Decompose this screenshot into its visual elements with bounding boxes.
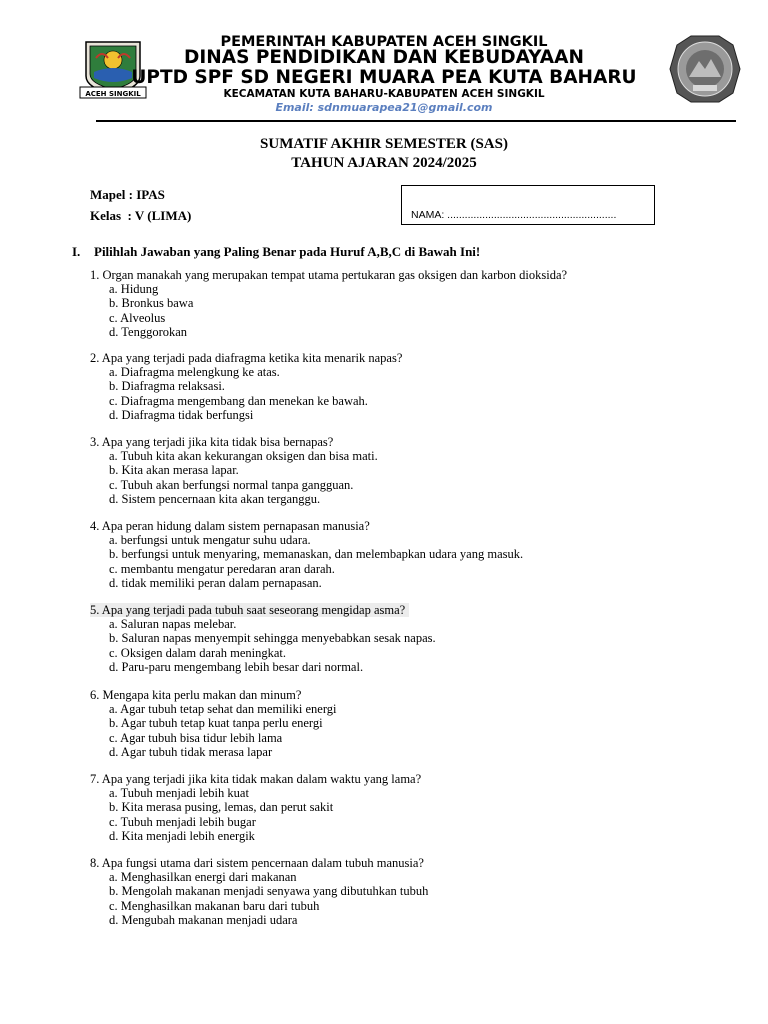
option-d: d. Paru-paru mengembang lebih besar dari normal.: [109, 659, 364, 674]
class-label: Kelas : V (LIMA): [90, 208, 192, 223]
option-b: b. Saluran napas menyempit sehingga menyebabkan sesak napas.: [109, 631, 436, 646]
option-d: d. Sistem pencernaan kita akan terganggu.: [109, 491, 321, 506]
letterhead-department: DINAS PENDIDIKAN DAN KEBUDAYAAN: [184, 47, 584, 68]
question-stem: 4. Apa peran hidung dalam sistem pernapasan manusia?: [90, 519, 370, 533]
question-stem: 7. Apa yang terjadi jika kita tidak makan dalam waktu yang lama?: [90, 772, 422, 786]
name-field-box[interactable]: [401, 185, 655, 225]
option-d: d. Kita menjadi lebih energik: [109, 828, 255, 843]
question-stem: 8. Apa fungsi utama dari sistem pencernaan dalam tubuh manusia?: [90, 856, 424, 870]
question-5: [90, 603, 436, 674]
question-4: [90, 519, 523, 590]
section-instruction: [72, 244, 480, 260]
question-6: [90, 688, 336, 759]
option-c: c. membantu mengatur peredaran aran darah.: [109, 561, 335, 576]
option-a: a. Diafragma melengkung ke atas.: [109, 365, 280, 380]
option-b: b. Kita merasa pusing, lemas, dan perut sakit: [109, 800, 334, 815]
section-number: I.: [72, 244, 81, 259]
question-1: [90, 268, 567, 339]
question-stem: 2. Apa yang terjadi pada diafragma ketika kita menarik napas?: [90, 351, 403, 365]
question-stem: 3. Apa yang terjadi jika kita tidak bisa bernapas?: [90, 435, 334, 449]
option-d: d. Mengubah makanan menjadi udara: [109, 912, 298, 927]
exam-title: SUMATIF AKHIR SEMESTER (SAS): [260, 136, 508, 152]
section-instruction-text: Pilihlah Jawaban yang Paling Benar pada Huruf A,B,C di Bawah Ini!: [94, 244, 481, 259]
option-b: b. berfungsi untuk menyaring, memanaskan, dan melembapkan udara yang masuk.: [109, 547, 524, 562]
letterhead-email: Email: sdnmuarapea21@gmail.com: [275, 101, 493, 114]
question-stem: 5. Apa yang terjadi pada tubuh saat seseorang mengidap asma?: [90, 603, 409, 617]
option-a: a. Tubuh kita akan kekurangan oksigen dan bisa mati.: [109, 449, 378, 464]
option-a: a. Saluran napas melebar.: [109, 617, 237, 632]
option-b: b. Diafragma relaksasi.: [109, 379, 225, 394]
option-c: c. Oksigen dalam darah meningkat.: [109, 645, 287, 660]
question-3: [90, 435, 378, 506]
option-b: b. Mengolah makanan menjadi senyawa yang dibutuhkan tubuh: [109, 884, 429, 899]
letterhead-divider: [96, 120, 736, 122]
option-d: d. Agar tubuh tidak merasa lapar: [109, 744, 273, 759]
question-7: [90, 772, 421, 843]
option-d: d. Tenggorokan: [109, 324, 188, 339]
letterhead-government: PEMERINTAH KABUPATEN ACEH SINGKIL: [220, 34, 548, 50]
svg-text:ACEH SINGKIL: ACEH SINGKIL: [85, 90, 141, 98]
option-c: c. Tubuh menjadi lebih bugar: [109, 814, 256, 829]
name-field-label: NAMA: ..........................................................: [411, 209, 617, 221]
question-stem: 6. Mengapa kita perlu makan dan minum?: [90, 688, 302, 702]
letterhead-address: KECAMATAN KUTA BAHARU-KABUPATEN ACEH SINGKIL: [223, 88, 545, 100]
question-stem: 1. Organ manakah yang merupakan tempat utama pertukaran gas oksigen dan karbon dioksida?: [90, 268, 568, 282]
option-b: b. Kita akan merasa lapar.: [109, 463, 239, 478]
option-a: a. Agar tubuh tetap sehat dan memiliki energi: [109, 702, 337, 717]
option-c: c. Diafragma mengembang dan menekan ke bawah.: [109, 393, 368, 408]
option-c: c. Agar tubuh bisa tidur lebih lama: [109, 730, 283, 745]
option-a: a. berfungsi untuk mengatur suhu udara.: [109, 533, 311, 548]
option-b: b. Agar tubuh tetap kuat tanpa perlu energi: [109, 716, 323, 731]
option-a: a. Tubuh menjadi lebih kuat: [109, 786, 249, 801]
question-8: [90, 856, 428, 927]
option-a: a. Menghasilkan energi dari makanan: [109, 870, 297, 885]
option-c: c. Alveolus: [109, 310, 166, 325]
option-d: d. tidak memiliki peran dalam pernapasan.: [109, 575, 322, 590]
option-d: d. Diafragma tidak berfungsi: [109, 407, 254, 422]
option-b: b. Bronkus bawa: [109, 296, 194, 311]
academic-year: TAHUN AJARAN 2024/2025: [291, 155, 477, 171]
option-c: c. Tubuh akan berfungsi normal tanpa gangguan.: [109, 477, 354, 492]
option-c: c. Menghasilkan makanan baru dari tubuh: [109, 898, 320, 913]
subject-label: Mapel : IPAS: [90, 187, 165, 202]
letterhead-school-name: UPTD SPF SD NEGERI MUARA PEA KUTA BAHARU: [131, 67, 637, 88]
question-2: [90, 351, 402, 422]
option-a: a. Hidung: [109, 282, 159, 297]
